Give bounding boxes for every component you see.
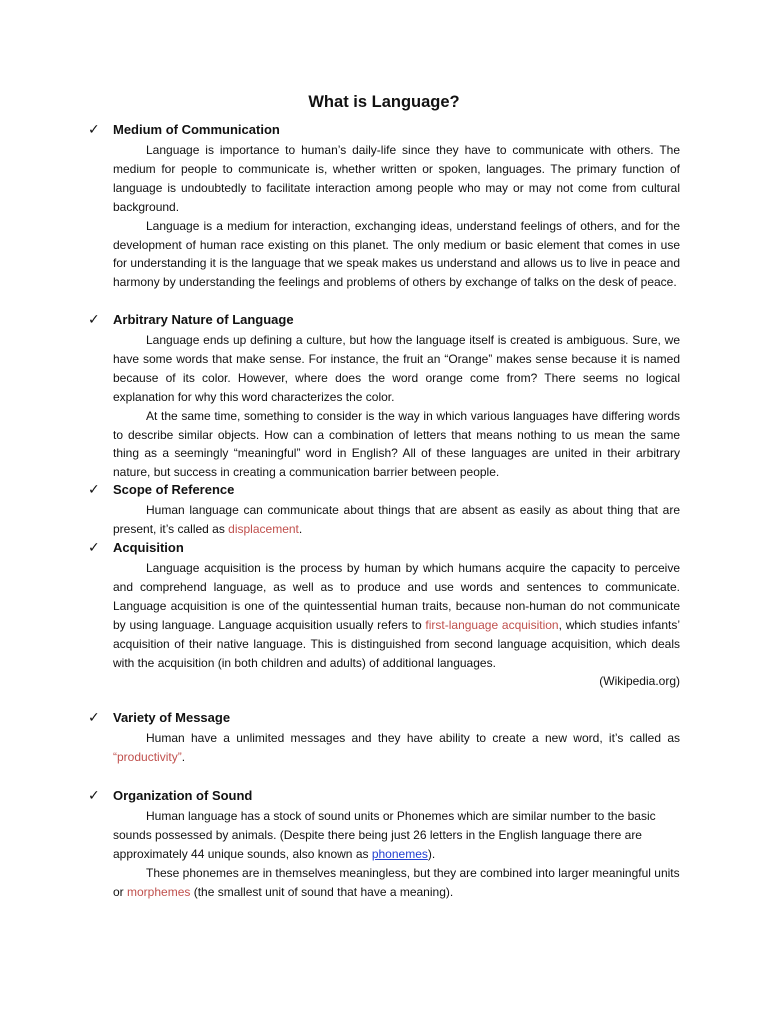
paragraph: Language ends up defining a culture, but how the language itself is created is ambiguous. Sure, we have some words that make sense. For instance, the fruit an “Orange” makes sense because it is named because of its color. However, where does the word orange come from? There seems no logical explanation for why this word characterizes the color.: [113, 333, 680, 404]
section-heading: Arbitrary Nature of Language: [113, 312, 294, 327]
section-acquisition: [88, 539, 680, 691]
section-header: [88, 481, 680, 501]
section-heading: Acquisition: [113, 540, 184, 555]
text-run: Human language can communicate about things that are absent as easily as about thing that are present, it’s called as: [113, 503, 680, 536]
text-run: .: [298, 521, 303, 536]
paragraph: [113, 729, 680, 767]
paragraph: [113, 501, 680, 539]
section-body: [88, 807, 680, 902]
checkmark-icon: ✓: [88, 539, 100, 555]
section-arbitrary-nature: [88, 311, 680, 482]
section-header: [88, 311, 680, 331]
section-organization-of-sound: [88, 787, 680, 902]
section-heading: Scope of Reference: [113, 482, 235, 497]
section-heading: Organization of Sound: [113, 788, 253, 803]
checkmark-icon: ✓: [88, 481, 100, 497]
text-run: These phonemes are in themselves meaningless, but they are combined into larger meaningful units or: [113, 865, 680, 899]
section-header: [88, 787, 680, 807]
section-scope-of-reference: [88, 481, 680, 539]
section-header: [88, 709, 680, 729]
paragraph: [113, 807, 680, 864]
text-run: Human language has a stock of sound units or Phonemes which are similar number to the basic sounds possessed by animals. (Despite there being just 26 letters in the English language there are approximately 44 unique sounds, also known as: [113, 809, 656, 861]
checkmark-icon: ✓: [88, 709, 100, 725]
paragraph: Language is a medium for interaction, exchanging ideas, understand feelings of others, and for the development of human race existing on this planet. The only medium or basic element that comes in use for understanding it is the language that we speak makes us understand and allows us to live in peace and harmony by understanding the feelings and problems of others by exchange of talks on the desk of peace.: [113, 218, 680, 290]
section-header: [88, 121, 680, 141]
term-productivity: “productivity”: [113, 749, 182, 764]
text-run: Language acquisition is the process by human by which humans acquire the capacity to perceive and comprehend language, as well as to produce and use words and sentences to communicate. Language acquisition is one of the quintessential human traits, because non-human do not communicate by using language. Language acquisition usually refers to: [113, 561, 680, 632]
section-body: [88, 331, 680, 482]
paragraph: At the same time, something to consider is the way in which various languages have differing words to describe similar objects. How can a combination of letters that means nothing to us mean the same thing as a seemingly “meaningful” word in English? All of these languages are united in their arbitrary nature, but success in creating a communication barrier between people.: [113, 408, 680, 480]
checkmark-icon: ✓: [88, 121, 100, 137]
text-run: (the smallest unit of sound that have a meaning).: [190, 884, 454, 899]
phonemes-link[interactable]: phonemes: [371, 846, 428, 861]
paragraph: Language is importance to human’s daily-life since they have to communicate with others. The medium for people to communicate is, whether written or spoken, languages. The primary function of language is undoubtedly to facilitate interaction among people who may or may not come from cultural background.: [113, 143, 680, 214]
section-body: [88, 729, 680, 767]
checkmark-icon: ✓: [88, 787, 100, 803]
term-first-language-acquisition: first-language acquisition: [425, 617, 559, 632]
section-header: [88, 539, 680, 559]
section-heading: Medium of Communication: [113, 122, 280, 137]
section-variety-of-message: [88, 709, 680, 767]
checkmark-icon: ✓: [88, 311, 100, 327]
paragraph: [113, 559, 680, 672]
text-run: ).: [427, 846, 436, 861]
term-morphemes: morphemes: [127, 884, 191, 899]
paragraph: [113, 864, 680, 902]
section-body: [88, 141, 680, 292]
section-heading: Variety of Message: [113, 710, 231, 725]
term-displacement: displacement: [228, 521, 299, 536]
text-run: .: [181, 749, 186, 764]
section-body: [88, 559, 680, 691]
section-medium-of-communication: [88, 121, 680, 292]
section-body: [88, 501, 680, 539]
page-title: What is Language?: [308, 93, 460, 111]
text-run: Human have a unlimited messages and they have ability to create a new word, it’s called as: [146, 731, 680, 745]
citation: (Wikipedia.org): [599, 674, 680, 689]
text-run: , which studies infants’ acquisition of their native language. This is distinguished from second language acquisition, which deals with the acquisition (in both children and adults) of additional languages.: [113, 617, 680, 670]
